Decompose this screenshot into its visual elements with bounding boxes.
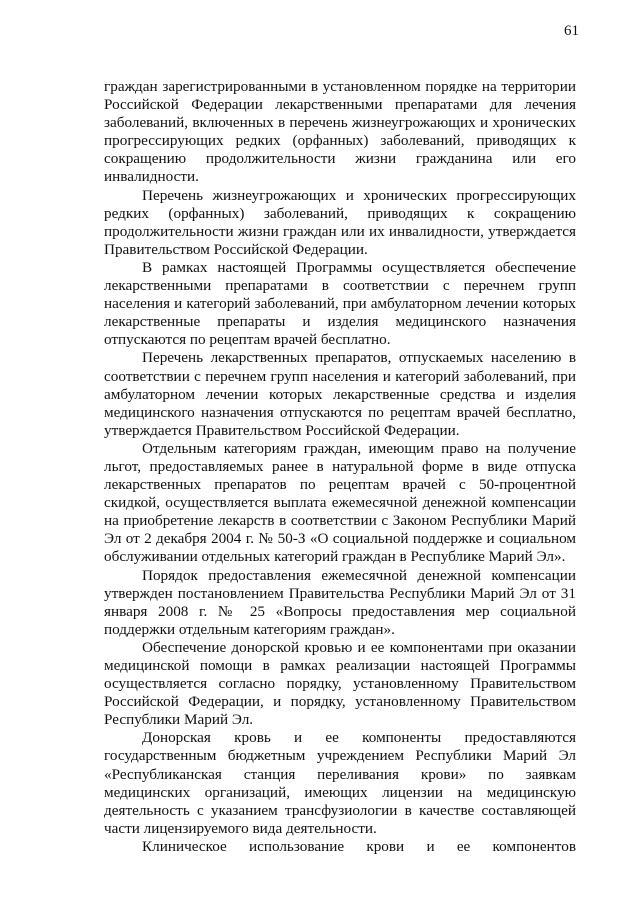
page-number: 61: [564, 23, 579, 39]
paragraph: Порядок предоставления ежемесячной денежной компенсации утвержден постановлением Правительства Республики Марий Эл от 31 января 2008 г. № 25 «Вопросы предоставления мер социальной поддержки отдельным категориям граждан».: [104, 566, 576, 638]
paragraph-continuation: граждан зарегистрированными в установленном порядке на территории Российской Федерации лекарственными препаратами для лечения заболеваний, включенных в перечень жизнеугрожающих и хронических прогрессирующих редких (орфанных) заболеваний, приводящих к сокращению продолжительности жизни гражданина или его инвалидности.: [104, 78, 576, 186]
paragraph-continued: Клиническое использование крови и ее компонентов: [142, 837, 576, 855]
paragraph: Перечень жизнеугрожающих и хронических прогрессирующих редких (орфанных) заболеваний, приводящих к сокращению продолжительности жизни граждан или их инвалидности, утверждается Правительством Российской Федерации.: [104, 186, 576, 258]
paragraph: Перечень лекарственных препаратов, отпускаемых населению в соответствии с перечнем групп населения и категорий заболеваний, при амбулаторном лечении которых лекарственные средства и изделия медицинского назначения отпускаются по рецептам врачей бесплатно, утверждается Правительством Российской Федерации.: [104, 349, 576, 439]
paragraph: Донорская кровь и ее компоненты предоставляются государственным бюджетным учреждением Республики Марий Эл «Республиканская станция переливания крови» по заявкам медицинских организаций, имеющих лицензии на медицинскую деятельность с указанием трансфузиологии в качестве составляющей части лицензируемого вида деятельности.: [104, 729, 576, 837]
paragraph: Отдельным категориям граждан, имеющим право на получение льгот, предоставляемых ранее в натуральной форме в виде отпуска лекарственных препаратов по рецептам врачей с 50-процентной скидкой, осуществляется выплата ежемесячной денежной компенсации на приобретение лекарств в соответствии с Законом Республики Марий Эл от 2 декабря 2004 г. № 50-З «О социальной поддержке и социальном обслуживании отдельных категорий граждан в Республике Марий Эл».: [104, 439, 576, 566]
paragraph: Обеспечение донорской кровью и ее компонентами при оказании медицинской помощи в рамках реализации настоящей Программы осуществляется согласно порядку, установленному Правительством Российской Федерации, и порядку, установленному Правительством Республики Марий Эл.: [104, 638, 576, 729]
document-body: [104, 78, 576, 856]
paragraph: В рамках настоящей Программы осуществляется обеспечение лекарственными препаратами в соответствии с перечнем групп населения и категорий заболеваний, при амбулаторном лечении которых лекарственные препараты и изделия медицинского назначения отпускаются по рецептам врачей бесплатно.: [104, 258, 576, 349]
